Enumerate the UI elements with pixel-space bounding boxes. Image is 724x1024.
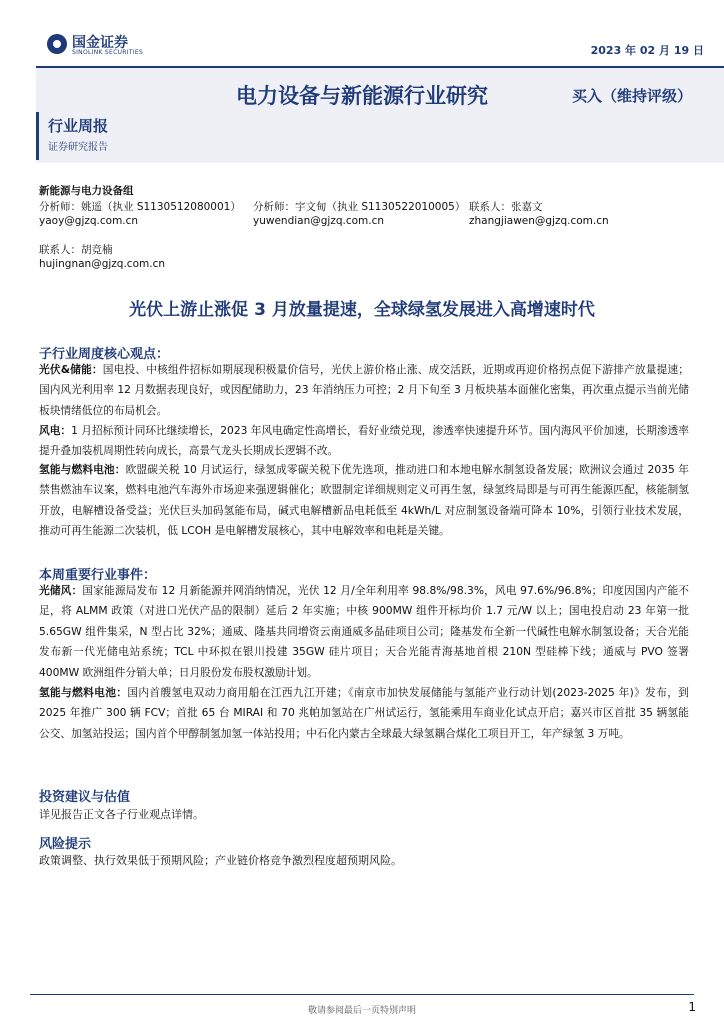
wind-label: 风电： <box>39 424 72 437</box>
pv-paragraph <box>39 360 689 421</box>
pvw-text: 国家能源局发布 12 月新能源并网消纳情况，光伏 12 月/全年利用率 98.8%/98.3%，风电 97.6%/96.8%；印度因国内产能不足，将 ALMM 政策（对进口光伏产品的限制）延后 2 年实施；中核 900MW 组件开标均价 1.7 元/W 以上；国电投启动 23 年第一批 5.65GW 组件集采，N 型占比 32%；通威、隆基共同增资云南通威多晶硅项目公司；隆基发布全新一代碱性电解水制氢设备；天合光能发布新一代光储电站系统；TCL 中环拟在银川投建 35GW 硅片项目；天合光能青海基地首根 210N 型硅棒下线；通威与 PVO 签署 400MW 欧洲组件分销大单；日月股份发布股权激励计划。 <box>39 584 689 679</box>
logo-icon <box>47 34 67 54</box>
logo-cn: 国金证券 <box>72 35 128 51</box>
core-views-title: 子行业周度核心观点： <box>39 347 170 362</box>
wind-paragraph <box>39 421 689 462</box>
footer-divider <box>30 994 694 995</box>
contact-2-email[interactable]: hujingnan@gjzq.com.cn <box>39 258 165 270</box>
headline: 光伏上游止涨促 3 月放量提速，全球绿氢发展进入高增速时代 <box>129 300 595 320</box>
analyst-2-name: 分析师：宇文甸（执业 S1130522010005） <box>253 201 466 213</box>
report-subtitle: 证券研究报告 <box>48 142 108 153</box>
h2-text: 欧盟碳关税 10 月试运行，绿氢成零碳关税下优先选项，推动进口和本地电解水制氢设备发展；欧洲议会通过 2035 年禁售燃油车议案，燃料电池汽车海外市场迎来强逻辑催化；欧盟制定详细规则定义可再生氢，绿氢终局即是与可再生能源匹配，核能制氢开放，电解槽设备受益；光伏巨头加码氢能布局，碱式电解槽新品电耗低至 4kWh/L 对应制氢设备端可降本 10%，引领行业技术发展，推动可再生能源二次装机，低 LCOH 是电解槽发展核心，其中电解效率和电耗是关键。 <box>39 463 689 538</box>
events-h2-text: 国内首艘氢电双动力商用船在江西九江开建；《南京市加快发展储能与氢能产业行动计划(2023-2025 年)》发布，到 2025 年推广 300 辆 FCV；首批 65 台 MIRAI 和 70 兆帕加氢站在广州试运行，氢能乘用车商业化试点开启；嘉兴市区首批 35 辆氢能公交、加氢站投运；国内首个甲醇制氢加氢一体站投用；中石化内蒙古全球最大绿氢耦合煤化工项目开工，年产绿氢 3 万吨。 <box>39 686 689 740</box>
contact-1-email[interactable]: zhangjiawen@gjzq.com.cn <box>469 215 609 227</box>
logo-en: SINOLINK SECURITIES <box>72 49 144 56</box>
h2-paragraph <box>39 460 689 542</box>
analyst-group: 新能源与电力设备组 <box>39 185 134 197</box>
wind-text: 1 月招标预计同环比继续增长，2023 年风电确定性高增长，看好业绩兑现，渗透率快速提升环节。国内海风平价加速，长期渗透率提升叠加装机周期性转向成长，高景气龙头长期成长逻辑不改。 <box>39 424 690 458</box>
footer-disclaimer[interactable]: 敬请参阅最后一页特别声明 <box>307 1006 416 1016</box>
events-title: 本周重要行业事件： <box>39 568 157 583</box>
pvw-paragraph <box>39 581 689 683</box>
contact-1-name: 联系人：张嘉文 <box>469 201 543 213</box>
analyst-1-email[interactable]: yaoy@gjzq.com.cn <box>39 215 139 227</box>
pv-text: 国电投、中核组件招标如期展现积极量价信号，光伏上游价格止涨、成交活跃，近期或再迎价格拐点促下游排产放量提速；国内风光利用率 12 月数据表现良好，或因配储助力，23 年消纳压力可控；2 月下旬至 3 月板块基本面催化密集，再次重点提示当前光储板块情绪低位的布局机会。 <box>39 363 689 417</box>
invest-title: 投资建议与估值 <box>39 790 131 805</box>
report-date: 2023 年 02 月 19 日 <box>590 44 704 57</box>
rating: 买入（维持评级） <box>572 87 693 105</box>
report-kind: 行业周报 <box>48 117 109 135</box>
analyst-1-name: 分析师：姚遥（执业 S1130512080001） <box>39 201 241 213</box>
header-divider <box>36 66 724 68</box>
invest-text: 详见报告正文各子行业观点详情。 <box>39 808 204 821</box>
h2-label: 氢能与燃料电池： <box>39 463 126 476</box>
contact-2-name: 联系人：胡竞楠 <box>39 244 113 256</box>
pv-label: 光伏&储能： <box>39 363 103 376</box>
risk-text: 政策调整、执行效果低于预期风险；产业链价格竞争激烈程度超预期风险。 <box>39 854 402 867</box>
header-accent <box>36 112 39 160</box>
pvw-label: 光储风： <box>39 584 83 597</box>
analyst-2-email[interactable]: yuwendian@gjzq.com.cn <box>253 215 385 227</box>
page-number: 1 <box>688 1000 696 1014</box>
events-h2-label: 氢能与燃料电池： <box>39 686 128 699</box>
report-title: 电力设备与新能源行业研究 <box>236 84 488 108</box>
events-h2-paragraph <box>39 683 689 744</box>
risk-title: 风险提示 <box>39 837 92 852</box>
